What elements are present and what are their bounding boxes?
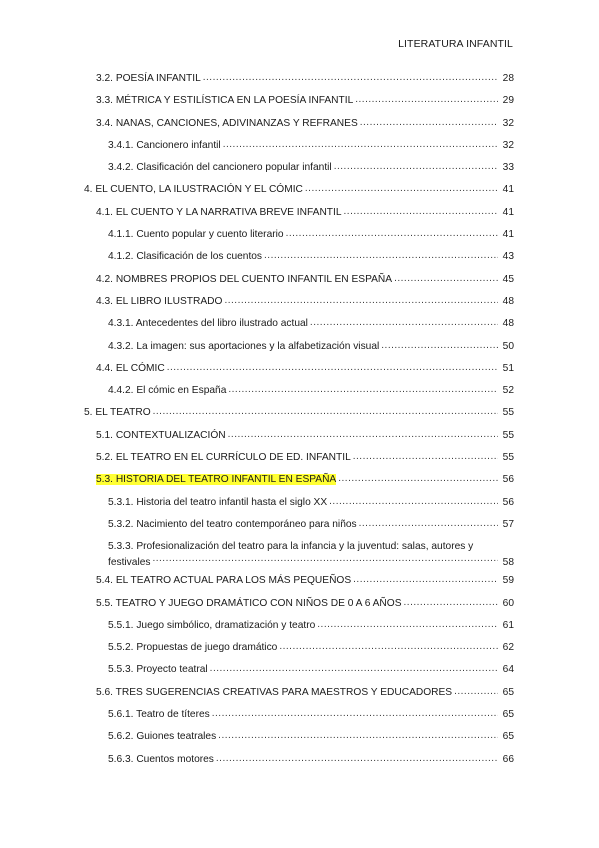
toc-page-number: 50 [502, 340, 514, 352]
toc-entry-title: 5.5. TEATRO Y JUEGO DRAMÁTICO CON NIÑOS DE 0 A 6 AÑOS [96, 597, 402, 609]
toc-entry[interactable] [84, 182, 514, 204]
dot-leader [355, 93, 498, 103]
toc-entry-title: 5.1. CONTEXTUALIZACIÓN [96, 429, 226, 441]
dot-leader [224, 294, 498, 304]
toc-entry[interactable] [84, 272, 514, 294]
dot-leader [353, 573, 498, 583]
toc-entry[interactable] [84, 539, 514, 573]
dot-leader [353, 450, 498, 460]
toc-entry[interactable] [84, 71, 514, 93]
toc-entry[interactable] [84, 685, 514, 707]
toc-entry-title: 5.6.1. Teatro de títeres [108, 709, 210, 721]
toc-entry-title: 4.2. NOMBRES PROPIOS DEL CUENTO INFANTIL EN ESPAÑA [96, 273, 393, 285]
toc-entry-title: 4.1.2. Clasificación de los cuentos [108, 251, 263, 263]
toc-entry[interactable] [84, 729, 514, 751]
toc-entry-title: 5.5.2. Propuestas de juego dramático [108, 642, 278, 654]
toc-page-number: 59 [502, 575, 514, 587]
dot-leader [310, 316, 498, 326]
dot-leader [360, 116, 498, 126]
dot-leader [279, 640, 498, 650]
toc-page-number: 56 [502, 496, 514, 508]
toc-entry[interactable] [84, 249, 514, 271]
toc-page-number: 41 [502, 229, 514, 241]
toc-entry-title: 4.3.2. La imagen: sus aportaciones y la alfabetización visual [108, 340, 380, 352]
dot-leader [359, 517, 498, 527]
toc-entry[interactable] [84, 383, 514, 405]
toc-page-number: 33 [502, 162, 514, 174]
toc-entry[interactable] [84, 640, 514, 662]
dot-leader [344, 205, 498, 215]
dot-leader [334, 160, 498, 170]
toc-page-number: 45 [502, 273, 514, 285]
toc-entry-title: 5.3.2. Nacimiento del teatro contemporáneo para niños [108, 518, 357, 530]
toc-entry[interactable] [84, 116, 514, 138]
running-header: LITERATURA INFANTIL [398, 38, 513, 50]
toc-page-number: 43 [502, 251, 514, 263]
toc-page-number: 60 [502, 597, 514, 609]
toc-entry-title: 4. EL CUENTO, LA ILUSTRACIÓN Y EL CÓMIC [84, 184, 303, 196]
dot-leader [338, 472, 498, 482]
dot-leader [203, 71, 498, 81]
toc-entry-title: 5. EL TEATRO [84, 407, 151, 419]
toc-page-number: 65 [502, 731, 514, 743]
dot-leader [264, 249, 498, 259]
dot-leader [212, 707, 498, 717]
toc-page-number: 29 [502, 95, 514, 107]
table-of-contents [84, 71, 514, 774]
toc-entry[interactable] [84, 339, 514, 361]
toc-entry-title: 5.6. TRES SUGERENCIAS CREATIVAS PARA MAESTROS Y EDUCADORES [96, 686, 453, 698]
toc-entry[interactable] [84, 752, 514, 774]
toc-entry-title: 4.3. EL LIBRO ILUSTRADO [96, 295, 223, 307]
dot-leader [286, 227, 498, 237]
toc-page-number: 32 [502, 117, 514, 129]
toc-entry-title: 4.4. EL CÓMIC [96, 362, 165, 374]
toc-entry[interactable] [84, 450, 514, 472]
toc-page-number: 28 [502, 73, 514, 84]
toc-page-number: 41 [502, 184, 514, 196]
dot-leader [305, 182, 498, 192]
toc-page-number: 55 [502, 452, 514, 464]
toc-entry[interactable] [84, 428, 514, 450]
toc-entry-title: 5.4. EL TEATRO ACTUAL PARA LOS MÁS PEQUEÑOS [96, 575, 352, 587]
toc-entry[interactable] [84, 495, 514, 517]
toc-page-number: 66 [502, 753, 514, 765]
toc-entry[interactable] [84, 138, 514, 160]
toc-page-number: 52 [502, 385, 514, 397]
dot-leader [228, 428, 498, 438]
dot-leader [223, 138, 498, 148]
dot-leader [228, 383, 498, 393]
toc-entry[interactable] [84, 472, 514, 494]
toc-page-number: 62 [502, 642, 514, 654]
toc-page-number: 61 [502, 619, 514, 631]
toc-entry[interactable] [84, 618, 514, 640]
toc-entry[interactable] [84, 662, 514, 684]
toc-entry-title: 4.1.1. Cuento popular y cuento literario [108, 229, 284, 241]
toc-page-number: 48 [502, 295, 514, 307]
dot-leader [394, 272, 498, 282]
toc-entry-title: 5.3.3. Profesionalización del teatro para la infancia y la juventud: salas, autores y [108, 541, 474, 553]
toc-page-number: 51 [502, 362, 514, 374]
toc-page-number: 32 [502, 139, 514, 151]
toc-entry[interactable] [84, 517, 514, 539]
toc-page-number: 41 [502, 206, 514, 218]
toc-entry-title: 5.6.2. Guiones teatrales [108, 731, 217, 743]
toc-entry-title: 5.3.1. Historia del teatro infantil hasta el siglo XX [108, 496, 328, 508]
dot-leader [329, 495, 498, 505]
toc-page-number: 64 [502, 664, 514, 676]
toc-entry[interactable] [84, 596, 514, 618]
toc-entry-title: 5.6.3. Cuentos motores [108, 753, 214, 765]
toc-entry-title: 4.3.1. Antecedentes del libro ilustrado actual [108, 318, 308, 330]
toc-entry[interactable] [84, 573, 514, 595]
toc-entry-title: 3.4.2. Clasificación del cancionero popular infantil [108, 162, 332, 174]
toc-page-number: 65 [502, 686, 514, 698]
toc-entry-title: 5.5.3. Proyecto teatral [108, 664, 208, 676]
dot-leader [167, 361, 498, 371]
toc-entry-title-continuation: festivales [108, 557, 151, 569]
toc-entry-title: 3.2. POESÍA INFANTIL [96, 73, 201, 84]
dot-leader [381, 339, 498, 349]
toc-entry[interactable] [84, 707, 514, 729]
toc-entry[interactable] [84, 294, 514, 316]
toc-page-number: 55 [502, 429, 514, 441]
toc-page-number: 55 [502, 407, 514, 419]
dot-leader [404, 596, 498, 606]
toc-page-number: 65 [502, 709, 514, 721]
toc-entry[interactable] [84, 361, 514, 383]
toc-entry-title: 4.4.2. El cómic en España [108, 385, 227, 397]
toc-entry[interactable] [84, 205, 514, 227]
toc-entry-title: 3.4.1. Cancionero infantil [108, 139, 221, 151]
dot-leader [153, 405, 498, 415]
toc-page-number: 56 [502, 474, 514, 486]
dot-leader [210, 662, 498, 672]
toc-entry[interactable] [84, 316, 514, 338]
toc-entry-title: 3.3. MÉTRICA Y ESTILÍSTICA EN LA POESÍA INFANTIL [96, 95, 354, 107]
toc-entry-title: 5.2. EL TEATRO EN EL CURRÍCULO DE ED. INFANTIL [96, 452, 351, 464]
dot-leader [216, 752, 498, 762]
dot-leader [454, 685, 498, 695]
toc-entry[interactable] [84, 93, 514, 115]
toc-entry-title: 3.4. NANAS, CANCIONES, ADIVINANZAS Y REFRANES [96, 117, 358, 129]
toc-entry[interactable] [84, 227, 514, 249]
dot-leader [152, 555, 498, 565]
toc-entry-title: 4.1. EL CUENTO Y LA NARRATIVA BREVE INFANTIL [96, 206, 342, 218]
toc-entry-title: 5.3. HISTORIA DEL TEATRO INFANTIL EN ESPAÑA [96, 474, 337, 486]
toc-entry[interactable] [84, 405, 514, 427]
toc-page-number: 48 [502, 318, 514, 330]
toc-page-number: 57 [502, 518, 514, 530]
toc-page-number: 58 [502, 557, 514, 569]
toc-entry[interactable] [84, 160, 514, 182]
toc-entry-title: 5.5.1. Juego simbólico, dramatización y teatro [108, 619, 316, 631]
dot-leader [218, 729, 498, 739]
dot-leader [317, 618, 498, 628]
